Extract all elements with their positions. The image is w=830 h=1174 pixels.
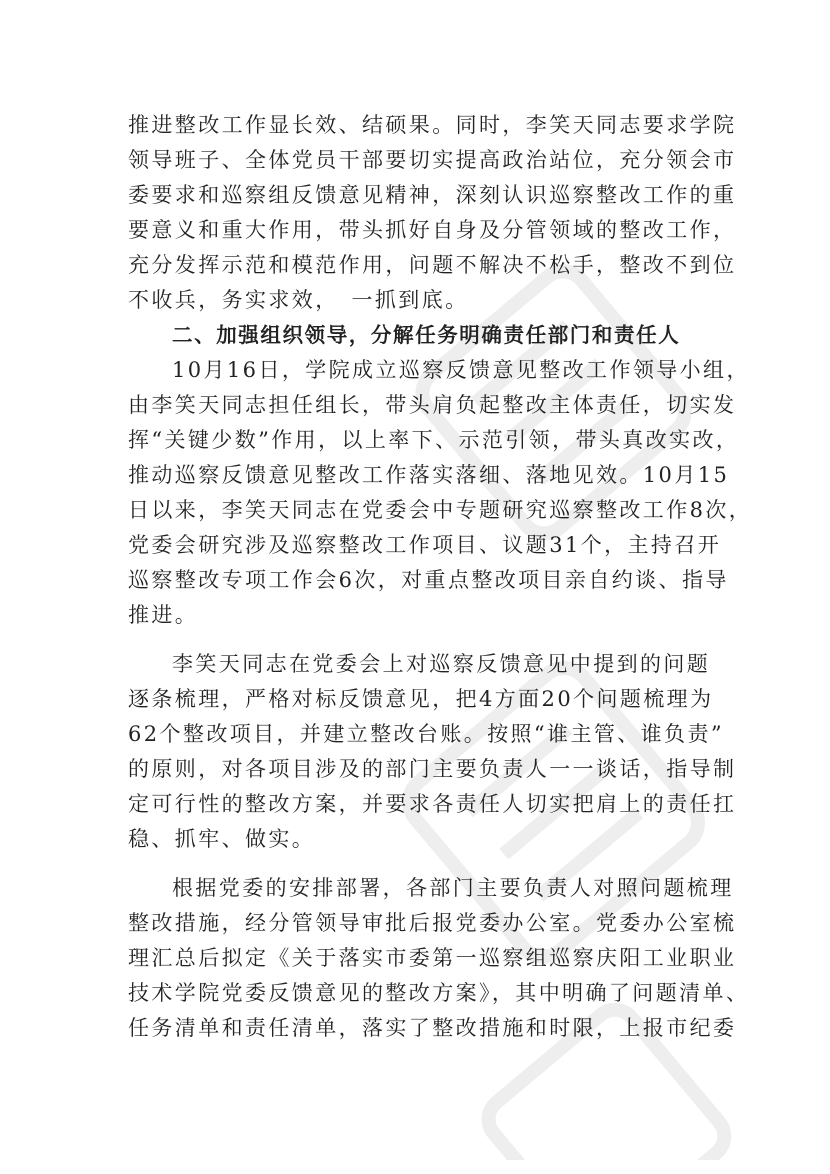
text-line: 由李笑天同志担任组长，带头肩负起整改主体责任，切实发 — [128, 393, 737, 417]
paragraph-3 — [128, 647, 737, 857]
text-line: 李笑天同志在党委会上对巡察反馈意见中提到的问题 — [172, 652, 711, 676]
text-line: 的原则，对各项目涉及的部门主要负责人一一谈话，指导制 — [128, 757, 737, 781]
text-line: 整改措施，经分管领导审批后报党委办公室。党委办公室梳 — [128, 911, 737, 935]
text-line: 委要求和巡察组反馈意见精神，深刻认识巡察整改工作的重 — [128, 183, 737, 207]
text-line: 稳、抓牢、做实。 — [128, 827, 316, 851]
section-heading: 二、加强组织领导，分解任务明确责任部门和责任人 — [172, 323, 681, 347]
text-line: 10月16日，学院成立巡察反馈意见整改工作领导小组， — [172, 358, 750, 382]
text-line: 62个整改项目，并建立整改台账。按照“谁主管、谁负责” — [128, 722, 724, 746]
text-line: 任务清单和责任清单，落实了整改措施和时限，上报市纪委 — [128, 1016, 737, 1040]
text-line: 党委会研究涉及巡察整改工作项目、议题31个，主持召开 — [128, 533, 722, 557]
text-line: 挥“关键少数”作用，以上率下、示范引领，带头真改实改， — [128, 428, 740, 452]
text-line: 理汇总后拟定《关于落实市委第一巡察组巡察庆阳工业职业 — [128, 946, 737, 970]
text-line: 推进整改工作显长效、结硕果。同时，李笑天同志要求学院 — [128, 113, 737, 137]
text-line: 技术学院党委反馈意见的整改方案》，其中明确了问题清单、 — [128, 981, 750, 1005]
text-line: 巡察整改专项工作会6次，对重点整改项目亲自约谈、指导 — [128, 568, 729, 592]
text-line: 推动巡察反馈意见整改工作落实落细、落地见效。10月15 — [128, 463, 730, 487]
text-line: 充分发挥示范和模范作用，问题不解决不松手，整改不到位 — [128, 253, 737, 277]
text-line: 日以来，李笑天同志在党委会中专题研究巡察整改工作8次， — [128, 498, 753, 522]
document-body — [128, 108, 753, 1046]
paragraph-1 — [128, 108, 737, 318]
text-line: 定可行性的整改方案，并要求各责任人切实把肩上的责任扛 — [128, 792, 737, 816]
paragraph-2 — [128, 353, 753, 633]
text-line: 逐条梳理，严格对标反馈意见，把4方面20个问题梳理为 — [128, 687, 714, 711]
text-line: 要意义和重大作用，带头抓好自身及分管领域的整改工作， — [128, 218, 737, 242]
text-line: 领导班子、全体党员干部要切实提高政治站位，充分领会市 — [128, 148, 737, 172]
paragraph-4 — [128, 871, 750, 1046]
text-line: 不收兵，务实求效， 一抓到底。 — [128, 288, 469, 312]
text-line: 根据党委的安排部署，各部门主要负责人对照问题梳理 — [172, 876, 734, 900]
text-line: 推进。 — [128, 603, 199, 627]
